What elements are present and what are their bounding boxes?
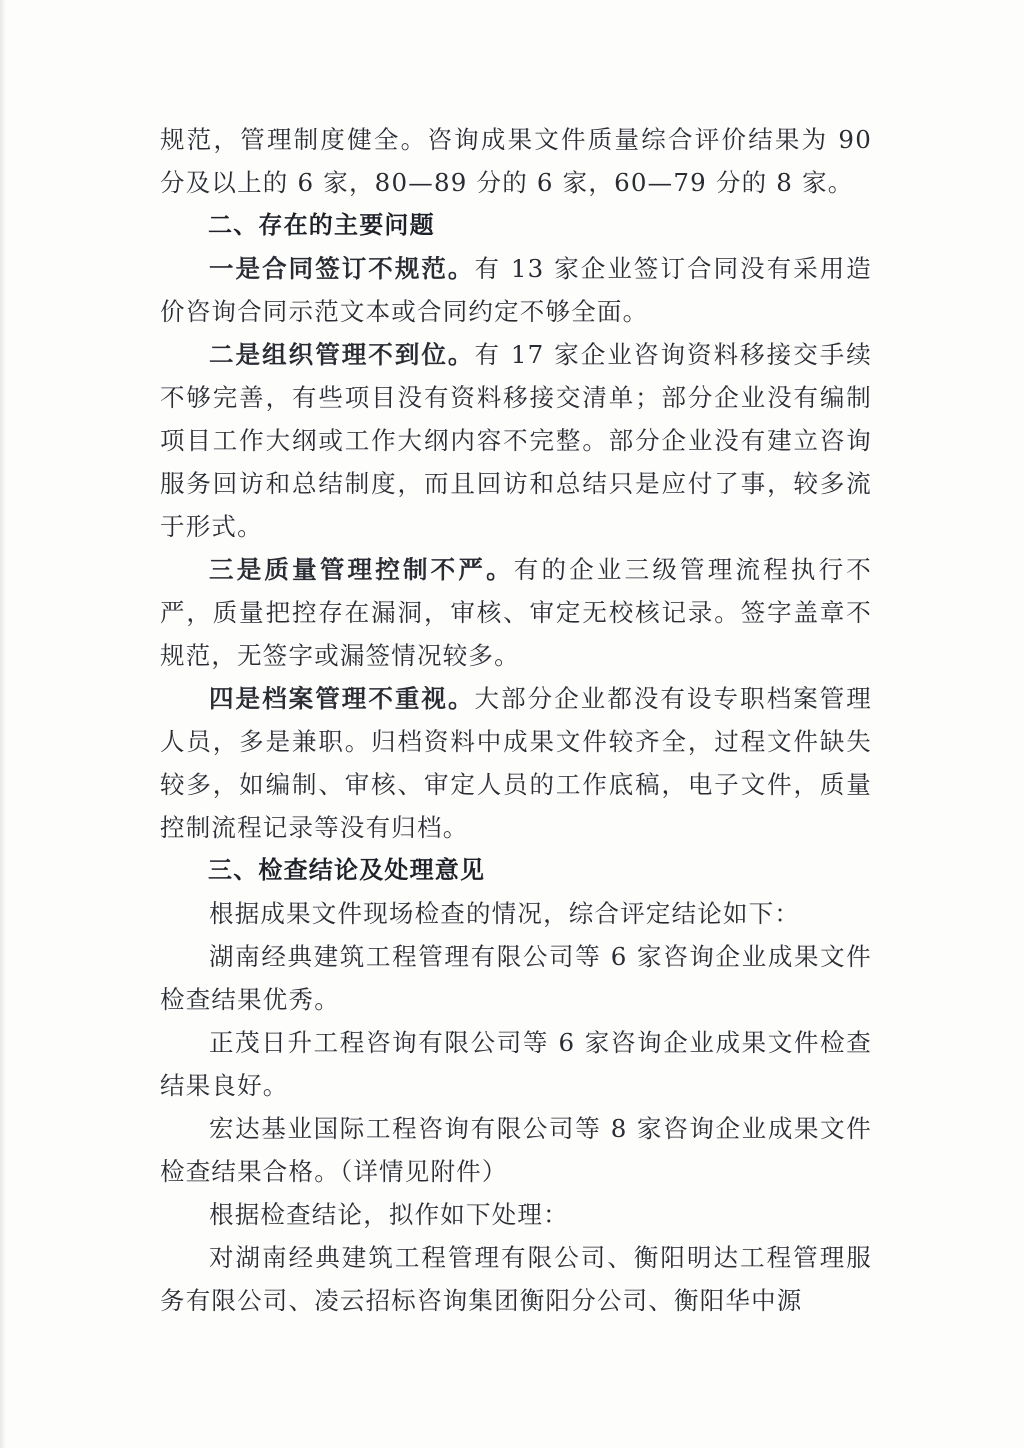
- paragraph-quality-issue: [160, 548, 872, 677]
- document-body: [160, 118, 872, 1322]
- paragraph-pass-result: 宏达基业国际工程咨询有限公司等 8 家咨询企业成果文件检查结果合格。（详情见附件）: [160, 1114, 872, 1186]
- section-heading-conclusions: 三、检查结论及处理意见: [208, 856, 486, 884]
- paragraph-good-result: 正茂日升工程咨询有限公司等 6 家咨询企业成果文件检查结果良好。: [160, 1028, 872, 1100]
- paragraph-handling-intro: 根据检查结论，拟作如下处理：: [209, 1200, 569, 1229]
- paragraph-lead: 三是质量管理控制不严。: [209, 555, 514, 584]
- paragraph-excellent-result: 湖南经典建筑工程管理有限公司等 6 家咨询企业成果文件检查结果优秀。: [160, 942, 872, 1014]
- paragraph-lead: 二是组织管理不到位。: [209, 340, 475, 369]
- paragraph-handling-list: 对湖南经典建筑工程管理有限公司、衡阳明达工程管理服务有限公司、凌云招标咨询集团衡阳分公司、衡阳华中源: [160, 1243, 872, 1315]
- paragraph-body: 有的企业三级管理流程执行不严，质量把控存在漏洞，审核、审定无校核记录。签字盖章不规范，无签字或漏签情况较多。: [160, 555, 872, 670]
- paragraph-contract-issue: [160, 247, 872, 333]
- scan-edge-shadow: [0, 0, 6, 1448]
- paragraph-body: 有 13 家企业签订合同没有采用造价咨询合同示范文本或合同约定不够全面。: [160, 254, 873, 326]
- paragraph-archive-issue: [160, 677, 872, 849]
- paragraph-body: 有 17 家企业咨询资料移接交手续不够完善，有些项目没有资料移接交清单；部分企业没有编制项目工作大纲或工作大纲内容不完整。部分企业没有建立咨询服务回访和总结制度，而且回访和总结只是应付了事，较多流于形式。: [160, 340, 873, 541]
- section-heading-main-problems: 二、存在的主要问题: [208, 211, 435, 239]
- paragraph-lead: 一是合同签订不规范。: [209, 254, 475, 283]
- paragraph-conclusion-intro: 根据成果文件现场检查的情况，综合评定结论如下：: [209, 899, 801, 928]
- paragraph-body: 大部分企业都没有设专职档案管理人员，多是兼职。归档资料中成果文件较齐全，过程文件缺失较多，如编制、审核、审定人员的工作底稿，电子文件，质量控制流程记录等没有归档。: [160, 684, 873, 842]
- paragraph-lead: 四是档案管理不重视。: [209, 684, 475, 713]
- paragraph-evaluation-results: 规范，管理制度健全。咨询成果文件质量综合评价结果为 90 分及以上的 6 家，80—89 分的 6 家，60—79 分的 8 家。: [160, 125, 872, 197]
- paragraph-organization-issue: [160, 333, 872, 548]
